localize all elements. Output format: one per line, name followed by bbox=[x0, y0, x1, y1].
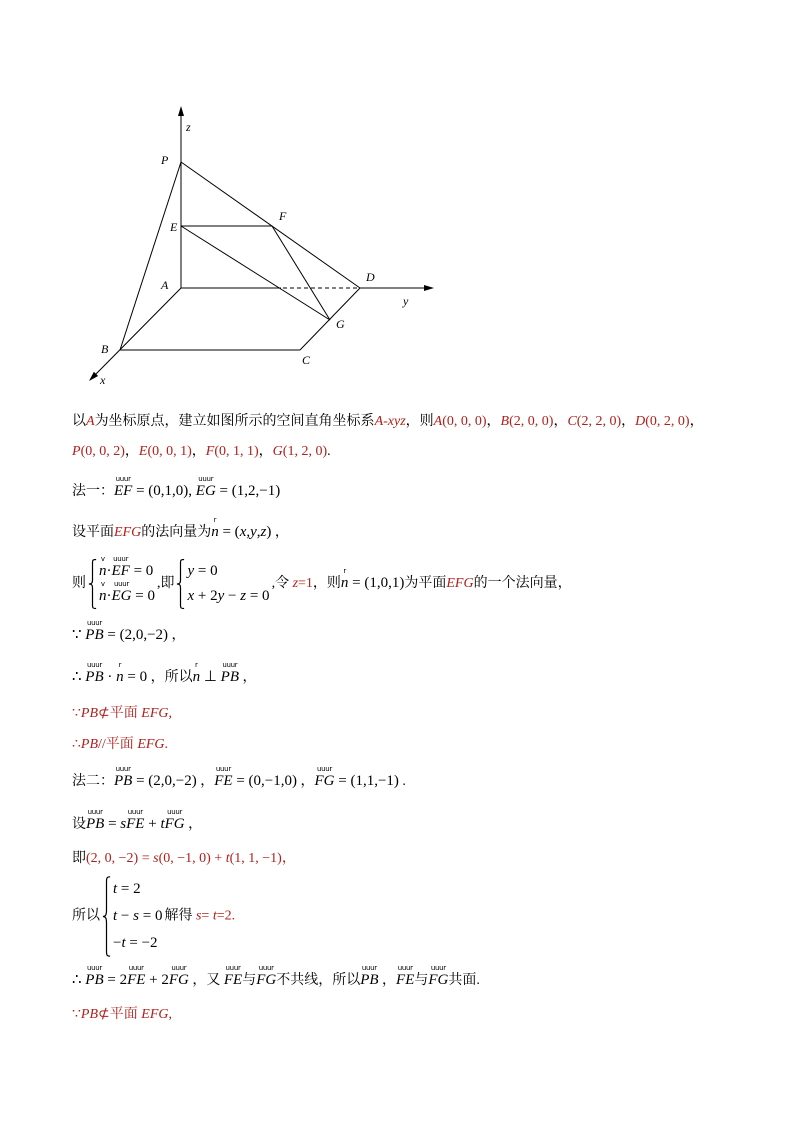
math-expression: = ( bbox=[218, 524, 240, 540]
vector-fe bbox=[126, 808, 145, 833]
math-expression: ∴ bbox=[72, 669, 86, 685]
math-variable: x bbox=[239, 524, 247, 540]
highlighted-variable: EFG bbox=[141, 706, 169, 721]
edge-cd bbox=[300, 288, 360, 350]
vector-ef bbox=[111, 555, 130, 580]
text-segment: ，又 bbox=[188, 973, 224, 988]
vector-arrow-mark: uuur bbox=[115, 765, 131, 773]
text-segment: ， bbox=[168, 628, 186, 643]
math-expression: = (0,−1,0) bbox=[232, 773, 297, 789]
highlighted-variable: G bbox=[272, 444, 283, 459]
equation-rows bbox=[187, 559, 269, 609]
equation-system bbox=[88, 555, 155, 609]
vector-name: n bbox=[99, 588, 107, 604]
math-variable: t bbox=[160, 816, 165, 832]
vector-eg bbox=[111, 580, 132, 605]
math-expression: = −2 bbox=[125, 935, 158, 951]
vector-name: EF bbox=[111, 563, 130, 579]
math-expression: − bbox=[224, 588, 241, 604]
highlighted-variable: A bbox=[86, 414, 95, 429]
text-segment: 为坐标原点，建立如图所示的空间直角坐标系 bbox=[94, 414, 375, 429]
math-expression: = (1,2,−1) bbox=[215, 483, 281, 499]
highlighted-variable: EFG bbox=[446, 576, 474, 592]
highlighted-text: (0, 1, 1) bbox=[214, 444, 259, 459]
math-expression: = 0 bbox=[129, 563, 154, 579]
vector-arrow-mark: uuur bbox=[86, 619, 102, 627]
vector-fg bbox=[314, 765, 335, 790]
highlighted-text: (0, −1, 0) + bbox=[158, 851, 226, 866]
math-expression: · bbox=[103, 669, 117, 685]
highlighted-variable: t bbox=[212, 908, 217, 924]
label-point-p: P bbox=[161, 153, 169, 167]
text-segment: 与 bbox=[414, 973, 429, 988]
vector-arrow-mark: uuur bbox=[198, 475, 214, 483]
highlighted-variable: s bbox=[153, 851, 159, 866]
vector-arrow-mark: uuur bbox=[86, 661, 102, 669]
line-pb-vector bbox=[72, 619, 186, 646]
vector-name: EG bbox=[111, 588, 132, 604]
vector-arrow-mark: v bbox=[100, 580, 105, 588]
vector-arrow-mark: r bbox=[213, 516, 217, 524]
vector-fg bbox=[256, 964, 277, 989]
label-point-a: A bbox=[161, 278, 169, 292]
highlighted-text: , bbox=[168, 706, 172, 721]
vector-name: PB bbox=[86, 816, 105, 832]
brace bbox=[88, 559, 97, 609]
brace-path bbox=[89, 560, 96, 609]
math-expression: − bbox=[113, 935, 122, 951]
highlighted-variable: PB bbox=[80, 706, 99, 721]
vector-arrow-mark: uuur bbox=[222, 661, 238, 669]
highlighted-variable: EFG bbox=[141, 1007, 169, 1022]
equation-row bbox=[113, 930, 162, 957]
math-expression: ) bbox=[266, 524, 272, 540]
text-segment: 设 bbox=[72, 817, 86, 832]
vector-name: PB bbox=[360, 972, 379, 988]
vector-name: PB bbox=[114, 773, 133, 789]
edge-fg bbox=[272, 226, 330, 320]
label-axis-x: x bbox=[100, 373, 106, 387]
text-segment: 的一个法向量， bbox=[473, 576, 572, 592]
y-axis-arrowhead bbox=[424, 285, 434, 291]
vector-arrow-mark: uuur bbox=[127, 808, 143, 816]
math-expression: · bbox=[106, 563, 112, 579]
highlighted-variable: F bbox=[205, 444, 215, 459]
vector-fg bbox=[428, 964, 449, 989]
vector-arrow-mark: uuur bbox=[430, 964, 446, 972]
equation-system bbox=[102, 876, 162, 957]
highlighted-text: (0, 0, 1) bbox=[147, 444, 192, 459]
vector-arrow-mark: uuur bbox=[115, 475, 131, 483]
text-segment: ，所以 bbox=[147, 670, 193, 685]
equation-row bbox=[113, 903, 162, 930]
line-normal-system bbox=[72, 555, 572, 609]
vector-n bbox=[211, 516, 219, 541]
highlighted-variable: B bbox=[500, 414, 510, 429]
highlighted-text: ∴ bbox=[72, 737, 81, 752]
text-segment: ， bbox=[239, 670, 257, 685]
highlighted-variable: A bbox=[433, 414, 443, 429]
math-expression: = (2,0,−2) bbox=[132, 773, 197, 789]
vector-arrow-mark: r bbox=[118, 661, 122, 669]
highlighted-variable: D bbox=[635, 414, 646, 429]
math-expression: = (2,0,−2) bbox=[103, 627, 169, 643]
edge-eg bbox=[181, 226, 330, 320]
vector-name: PB bbox=[85, 972, 104, 988]
line-pb-not-in-plane bbox=[72, 704, 172, 724]
highlighted-text: //平面 bbox=[98, 737, 138, 752]
text-segment: 解得 bbox=[164, 908, 196, 924]
vector-arrow-mark: r bbox=[195, 661, 198, 669]
vector-pb bbox=[360, 964, 379, 989]
highlighted-variable: EFG bbox=[114, 525, 142, 540]
text-segment: ,令 bbox=[271, 576, 293, 592]
vector-name: FG bbox=[314, 773, 335, 789]
text-segment: ， bbox=[621, 414, 636, 429]
vector-n bbox=[99, 580, 107, 605]
math-expression: , bbox=[246, 524, 251, 540]
vector-fe bbox=[396, 964, 415, 989]
highlighted-variable: t bbox=[225, 851, 230, 866]
math-expression: = bbox=[104, 816, 121, 832]
highlighted-text: ∵ bbox=[72, 706, 81, 721]
math-expression: = 2 bbox=[103, 972, 128, 988]
line-coplanar bbox=[72, 964, 480, 991]
highlighted-text: , bbox=[168, 1007, 172, 1022]
vector-arrow-mark: uuur bbox=[215, 765, 231, 773]
edge-pb bbox=[120, 162, 181, 350]
vector-name: n bbox=[99, 563, 107, 579]
math-variable: t bbox=[113, 881, 118, 897]
math-variable: t bbox=[121, 935, 126, 951]
vector-n bbox=[340, 567, 349, 592]
highlighted-variable: z bbox=[292, 576, 299, 592]
math-expression: ∴ bbox=[72, 972, 86, 988]
highlighted-text: =2. bbox=[216, 908, 236, 924]
text-segment: ， bbox=[258, 444, 273, 459]
highlighted-text: =1 bbox=[298, 576, 313, 592]
math-variable: y bbox=[187, 563, 195, 579]
vector-name: FE bbox=[214, 773, 233, 789]
line-method2-vectors bbox=[72, 765, 406, 792]
vector-arrow-mark: uuur bbox=[397, 964, 413, 972]
vector-n bbox=[192, 661, 201, 686]
highlighted-text: (1, 1, −1)， bbox=[229, 851, 296, 866]
text-segment: ， bbox=[191, 444, 206, 459]
text-segment: ， bbox=[124, 444, 139, 459]
math-expression: − bbox=[117, 908, 134, 924]
math-variable: s bbox=[133, 908, 139, 924]
vector-name: FG bbox=[164, 816, 185, 832]
math-variable: z bbox=[240, 588, 247, 604]
line-pb-not-in-plane-2 bbox=[72, 1005, 172, 1025]
vector-pb bbox=[85, 661, 104, 686]
text-segment: ， bbox=[553, 414, 568, 429]
brace-path bbox=[177, 560, 184, 609]
vector-arrow-mark: uuur bbox=[114, 580, 129, 588]
vector-arrow-mark: v bbox=[100, 555, 105, 563]
highlighted-text: ∵ bbox=[72, 1007, 81, 1022]
vector-name: EF bbox=[114, 483, 133, 499]
text-segment: ， bbox=[196, 774, 215, 789]
line-expanded-equation bbox=[72, 849, 296, 869]
vector-arrow-mark: uuur bbox=[317, 765, 332, 773]
highlighted-variable: PB bbox=[80, 737, 99, 752]
math-variable: y bbox=[250, 524, 257, 540]
vector-name: n bbox=[116, 669, 124, 685]
vector-name: FG bbox=[168, 972, 189, 988]
highlighted-variable: E bbox=[138, 444, 148, 459]
text-segment: 即 bbox=[72, 851, 86, 866]
brace-path bbox=[103, 877, 110, 956]
math-expression: = 0 bbox=[194, 563, 218, 579]
vector-name: FE bbox=[126, 816, 145, 832]
highlighted-text: ⊄平面 bbox=[98, 1007, 142, 1022]
line-pb-parallel bbox=[72, 735, 168, 755]
line-decomposition bbox=[72, 808, 203, 835]
text-segment: 所以 bbox=[72, 908, 100, 924]
text-segment: ， bbox=[271, 525, 289, 540]
text-segment: ，则 bbox=[312, 576, 341, 592]
text-segment: ，则 bbox=[405, 414, 434, 429]
vector-name: n bbox=[340, 575, 349, 592]
label-point-b: B bbox=[101, 342, 109, 356]
label-point-c: C bbox=[302, 353, 311, 367]
math-expression: + 2 bbox=[194, 588, 218, 604]
edge-pd bbox=[181, 162, 360, 288]
text-segment: . bbox=[327, 444, 331, 459]
equation-row bbox=[99, 580, 155, 609]
text-segment: ， bbox=[378, 973, 397, 988]
vector-arrow-mark: uuur bbox=[167, 808, 183, 816]
vector-name: PB bbox=[85, 669, 104, 685]
vector-pb bbox=[85, 619, 104, 644]
highlighted-variable: s bbox=[195, 908, 202, 924]
vector-name: EG bbox=[195, 483, 216, 499]
equation-system bbox=[176, 559, 269, 609]
math-variable: y bbox=[217, 588, 225, 604]
math-expression: = (1,0,1) bbox=[348, 575, 405, 592]
text-segment: ,即 bbox=[156, 576, 175, 592]
math-variable: t bbox=[113, 908, 118, 924]
text-segment: ， bbox=[486, 414, 501, 429]
highlighted-text: (0, 0, 2) bbox=[80, 444, 125, 459]
label-point-f: F bbox=[279, 209, 287, 223]
vector-name: n bbox=[192, 669, 201, 685]
text-segment: 设平面 bbox=[72, 525, 114, 540]
vector-fg bbox=[164, 808, 185, 833]
highlighted-text: (2, 2, 0) bbox=[576, 414, 622, 429]
vector-pb bbox=[86, 808, 105, 833]
label-axis-z: z bbox=[186, 120, 191, 134]
vector-name: FE bbox=[127, 972, 146, 988]
vector-arrow-mark: r bbox=[343, 567, 346, 576]
highlighted-text: = bbox=[201, 908, 213, 924]
vector-arrow-mark: uuur bbox=[361, 964, 377, 972]
math-expression: · bbox=[106, 588, 112, 604]
math-expression: = 0 bbox=[246, 588, 270, 604]
vector-name: FE bbox=[396, 972, 415, 988]
vector-arrow-mark: uuur bbox=[258, 964, 274, 972]
highlighted-text: (2, 0, −2) = bbox=[86, 851, 154, 866]
label-point-e: E bbox=[170, 220, 178, 234]
line-setup-coordinates bbox=[72, 412, 704, 432]
text-segment: 法二： bbox=[72, 774, 114, 789]
text-segment: . bbox=[398, 774, 406, 789]
vector-arrow-mark: uuur bbox=[225, 964, 241, 972]
math-expression: + bbox=[144, 816, 161, 832]
highlighted-text: . bbox=[164, 737, 169, 752]
vector-name: n bbox=[211, 524, 219, 540]
math-expression: + 2 bbox=[145, 972, 169, 988]
math-expression: = 0 bbox=[123, 669, 148, 685]
highlighted-variable: EFG bbox=[137, 737, 165, 752]
vector-fe bbox=[214, 765, 233, 790]
text-segment: 则 bbox=[72, 576, 86, 592]
vector-name: PB bbox=[85, 627, 104, 643]
vector-eg bbox=[195, 475, 216, 500]
highlighted-text: (2, 0, 0) bbox=[509, 414, 554, 429]
text-segment: 共面. bbox=[448, 973, 480, 988]
math-expression: = (1,1,−1) bbox=[334, 773, 399, 789]
equation-row bbox=[113, 876, 162, 903]
highlighted-text: ⊄平面 bbox=[98, 706, 142, 721]
vector-name: FG bbox=[428, 972, 449, 988]
text-segment: 与 bbox=[242, 973, 257, 988]
math-expression: = (0,1,0), bbox=[132, 483, 196, 499]
highlighted-variable: A-xyz bbox=[374, 414, 406, 429]
text-segment: ， bbox=[689, 414, 704, 429]
vector-n bbox=[116, 661, 124, 686]
math-variable: z bbox=[260, 524, 267, 540]
x-axis bbox=[95, 288, 181, 375]
vector-pb bbox=[85, 964, 104, 989]
vector-ef bbox=[114, 475, 133, 500]
line-point-coordinates bbox=[72, 442, 331, 462]
vector-name: FE bbox=[223, 972, 243, 988]
text-segment: 法一： bbox=[72, 484, 114, 499]
line-solve-system bbox=[72, 876, 235, 957]
text-segment: ， bbox=[297, 774, 315, 789]
vector-fe bbox=[127, 964, 146, 989]
math-variable: x bbox=[187, 588, 195, 604]
highlighted-text: (1, 2, 0) bbox=[282, 444, 328, 459]
equation-rows bbox=[99, 555, 155, 609]
text-segment: 不共线，所以 bbox=[276, 973, 361, 988]
text-segment: ， bbox=[184, 817, 203, 832]
text-segment: 为平面 bbox=[404, 576, 447, 592]
math-expression: = 2 bbox=[117, 881, 141, 897]
highlighted-text: (0, 0, 0) bbox=[442, 414, 487, 429]
text-segment: 以 bbox=[72, 414, 86, 429]
equation-row bbox=[187, 584, 269, 609]
math-expression: = 0 bbox=[138, 908, 163, 924]
label-point-d: D bbox=[366, 270, 375, 284]
equation-rows bbox=[113, 876, 162, 957]
highlighted-text: (0, 2, 0) bbox=[645, 414, 690, 429]
label-point-g: G bbox=[336, 317, 345, 331]
math-expression: = 0 bbox=[131, 588, 155, 604]
vector-arrow-mark: uuur bbox=[128, 964, 144, 972]
vector-pb bbox=[114, 765, 133, 790]
brace bbox=[102, 876, 111, 957]
brace bbox=[176, 559, 185, 609]
line-perpendicular bbox=[72, 661, 257, 688]
highlighted-variable: P bbox=[72, 444, 81, 459]
highlighted-variable: C bbox=[567, 414, 577, 429]
vector-name: PB bbox=[220, 669, 239, 685]
vector-name: FG bbox=[256, 972, 277, 988]
line-method1-vectors bbox=[72, 475, 281, 502]
highlighted-variable: PB bbox=[80, 1007, 99, 1022]
math-expression: ⊥ bbox=[200, 669, 221, 685]
vector-arrow-mark: uuur bbox=[87, 808, 103, 816]
math-variable: s bbox=[120, 816, 127, 832]
coordinate-figure bbox=[80, 100, 450, 395]
z-axis-arrowhead bbox=[178, 106, 184, 116]
vector-pb bbox=[220, 661, 239, 686]
line-normal-vector-def bbox=[72, 516, 289, 543]
equation-row bbox=[187, 559, 269, 584]
vector-n bbox=[99, 555, 107, 580]
vector-arrow-mark: uuur bbox=[113, 555, 129, 563]
math-expression: ∵ bbox=[72, 627, 86, 643]
vector-arrow-mark: uuur bbox=[86, 964, 102, 972]
vector-arrow-mark: uuur bbox=[171, 964, 187, 972]
vector-fe bbox=[223, 964, 243, 989]
label-axis-y: y bbox=[403, 294, 409, 308]
text-segment: 的法向量为 bbox=[141, 525, 212, 540]
vector-fg bbox=[168, 964, 189, 989]
math-expression: , bbox=[256, 524, 261, 540]
